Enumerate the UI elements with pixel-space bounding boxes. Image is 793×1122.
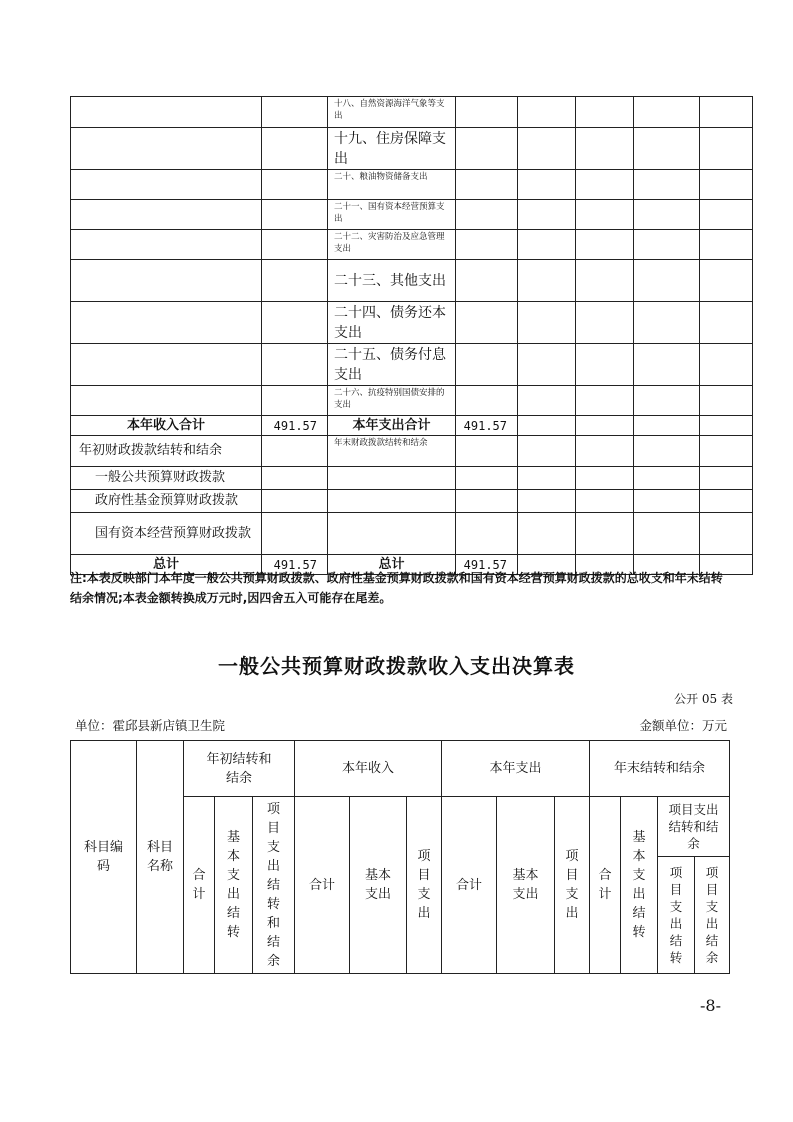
sub-state-label: 国有资本经营预算财政拨款: [71, 513, 262, 555]
page-title: 一般公共预算财政拨款收入支出决算表: [218, 654, 575, 678]
header-end-total: 合计: [590, 797, 621, 974]
header-this-year-income: 本年收入: [295, 741, 442, 797]
header-end-balance: 年末结转和结余: [590, 741, 730, 797]
end-balance-label: 年末财政拨款结转和结余: [328, 436, 456, 467]
header-income-total: 合计: [295, 797, 350, 974]
header-subject-code: 科目编码: [71, 741, 137, 974]
expense-item: 二十、粮油物资储备支出: [328, 170, 456, 200]
sub-fund-label: 政府性基金预算财政拨款: [71, 490, 262, 513]
table-row: [71, 302, 753, 344]
table-row: [71, 97, 753, 128]
income-total-label: 本年收入合计: [71, 416, 262, 436]
header-begin-balance: 年初结转和结余: [184, 741, 295, 797]
table-row: [71, 436, 753, 467]
header-begin-basic: 基本支出结转: [215, 797, 253, 974]
header-begin-project: 项目支出结转和结余: [253, 797, 295, 974]
amount-unit-label: 金额单位：万元: [639, 718, 727, 733]
income-total-value: 491.57: [262, 416, 328, 436]
grand-total-label-left: 总计: [71, 555, 262, 575]
expense-item: 二十六、抗疫特别国债安排的支出: [328, 386, 456, 416]
table-row: [71, 513, 753, 555]
expense-total-label: 本年支出合计: [328, 416, 456, 436]
expense-item: 十八、自然资源海洋气象等支出: [328, 97, 456, 128]
begin-balance-label: 年初财政拨款结转和结余: [71, 436, 262, 467]
table-row: [71, 386, 753, 416]
header-expense-basic: 基本支出: [497, 797, 555, 974]
table-row: [71, 170, 753, 200]
income-expense-summary-table: [70, 96, 753, 575]
header-end-project-carry: 项目支出结转: [658, 857, 695, 974]
table-row: [71, 490, 753, 513]
header-income-project: 项目支出: [407, 797, 442, 974]
expense-item: 二十五、债务付息支出: [328, 344, 456, 386]
header-end-basic: 基本支出结转: [621, 797, 658, 974]
expense-total-value: 491.57: [456, 416, 518, 436]
header-subject-name: 科目名称: [137, 741, 184, 974]
header-expense-project: 项目支出: [555, 797, 590, 974]
header-this-year-expense: 本年支出: [442, 741, 590, 797]
sub-general-label: 一般公共预算财政拨款: [71, 467, 262, 490]
table-code: 公开 05 表: [674, 692, 733, 706]
header-income-basic: 基本支出: [350, 797, 407, 974]
table-row: [71, 128, 753, 170]
header-end-project-group: 项目支出结转和结余: [658, 797, 730, 857]
expense-item: 二十三、其他支出: [328, 260, 456, 302]
page-number: -8-: [700, 996, 721, 1015]
totals-row: [71, 416, 753, 436]
general-budget-header-table: [70, 740, 730, 974]
table-row: [71, 467, 753, 490]
table-row: [71, 230, 753, 260]
grand-total-value-right: 491.57: [456, 555, 518, 575]
table-row: [71, 344, 753, 386]
table-row: [71, 260, 753, 302]
expense-item: 十九、住房保障支出: [328, 128, 456, 170]
unit-label: 单位：霍邱县新店镇卫生院: [75, 718, 226, 733]
header-begin-total: 合计: [184, 797, 215, 974]
table-note: 注:本表反映部门本年度一般公共预算财政拨款、政府性基金预算财政拨款和国有资本经营预算财政拨款的总收支和年末结转结余情况;本表金额转换成万元时,因四舍五入可能存在尾差。: [70, 571, 723, 605]
grand-total-label-right: 总计: [328, 555, 456, 575]
expense-item: 二十二、灾害防治及应急管理支出: [328, 230, 456, 260]
table-row: [71, 200, 753, 230]
grand-total-value-left: 491.57: [262, 555, 328, 575]
header-expense-total: 合计: [442, 797, 497, 974]
header-end-project-surplus: 项目支出结余: [695, 857, 730, 974]
expense-item: 二十四、债务还本支出: [328, 302, 456, 344]
expense-item: 二十一、国有资本经营预算支出: [328, 200, 456, 230]
